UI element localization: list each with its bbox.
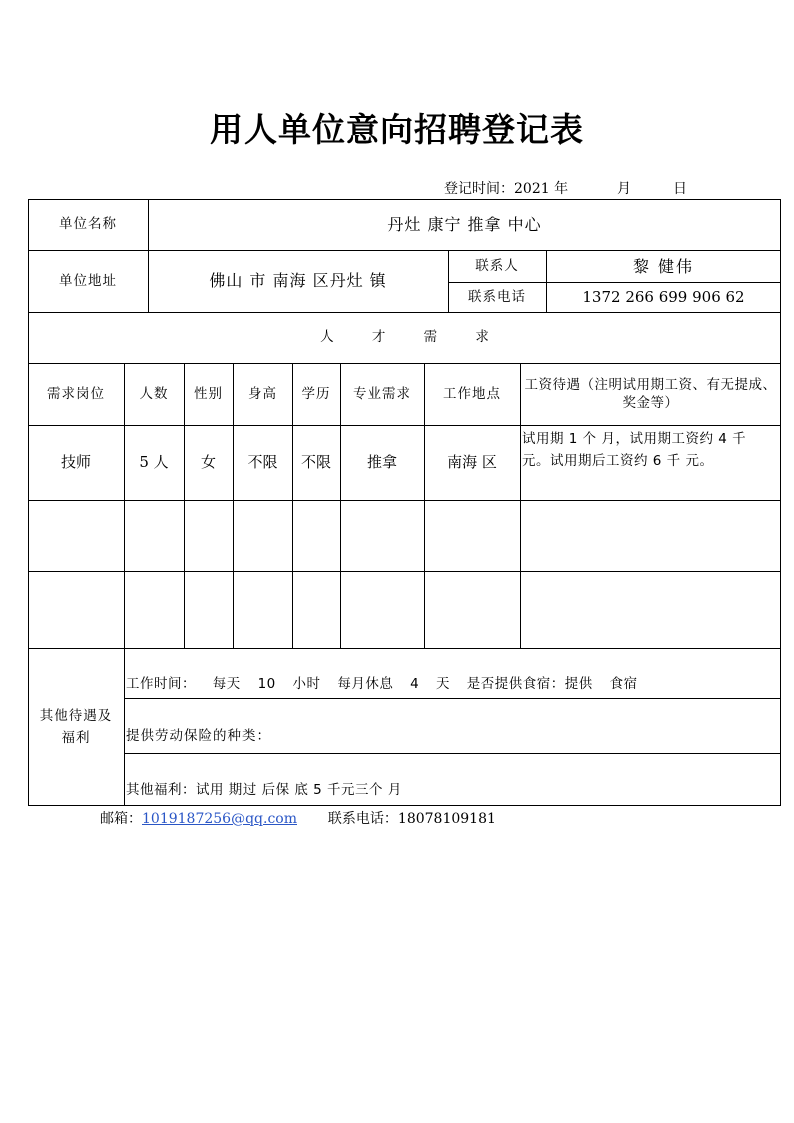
benefits-work-time: 工作时间： 每天 10 小时 每月休息 4 天 是否提供食宿：提供 食宿	[126, 675, 638, 692]
header-count: 人数	[139, 385, 169, 402]
company-name: 丹灶 康宁 推拿 中心	[387, 214, 542, 234]
register-date-month: 月	[617, 181, 631, 197]
empty-table-row	[28, 571, 781, 648]
row-major: 推拿	[366, 453, 397, 472]
row-education: 不限	[300, 453, 331, 472]
header-height: 身高	[248, 385, 277, 402]
row-count: 5 人	[139, 453, 169, 472]
contact-label: 联系人	[475, 257, 519, 274]
header-position: 需求岗位	[47, 385, 105, 402]
page-title: 用人单位意向招聘登记表	[210, 110, 584, 149]
row-height: 不限	[247, 453, 278, 472]
row-gender: 女	[200, 453, 216, 472]
row-location: 南海 区	[447, 453, 497, 472]
phone-value: 1372 266 699 906 62	[582, 287, 745, 306]
footer-contact	[100, 808, 496, 828]
register-date	[0, 178, 794, 200]
header-salary: 工资待遇（注明试用期工资、有无提成、奖金等）	[524, 376, 777, 411]
company-address-label: 单位地址	[59, 272, 117, 289]
demand-heading: 人 才 需 求	[320, 329, 489, 346]
footer-email-label: 邮箱：	[100, 811, 142, 827]
register-date-label: 登记时间：2021 年	[444, 181, 569, 197]
row-salary: 试用期 1 个 月，试用期工资约 4 千 元。试用期后工资约 6 千 元。	[522, 431, 747, 469]
register-date-day: 日	[673, 181, 687, 197]
company-address: 佛山 市 南海 区丹灶 镇	[209, 271, 387, 291]
row-position: 技师	[60, 453, 91, 472]
header-major: 专业需求	[353, 385, 411, 402]
benefits-other: 其他福利：试用 期过 后保 底 5 千元三个 月	[126, 781, 402, 798]
benefits-label: 其他待遇及福利	[39, 708, 113, 746]
header-education: 学历	[301, 385, 331, 402]
footer-email-link[interactable]: 1019187256@qq.com	[142, 811, 297, 827]
benefits-insurance: 提供劳动保险的种类：	[126, 727, 271, 744]
contact-name: 黎 健伟	[632, 257, 695, 276]
footer-phone: 18078109181	[397, 811, 496, 827]
header-gender: 性别	[194, 385, 223, 402]
empty-table-row	[28, 500, 781, 571]
phone-label: 联系电话	[468, 288, 526, 305]
footer-phone-label: 联系电话：	[327, 811, 398, 827]
header-location: 工作地点	[443, 385, 501, 402]
company-name-label: 单位名称	[59, 216, 117, 233]
